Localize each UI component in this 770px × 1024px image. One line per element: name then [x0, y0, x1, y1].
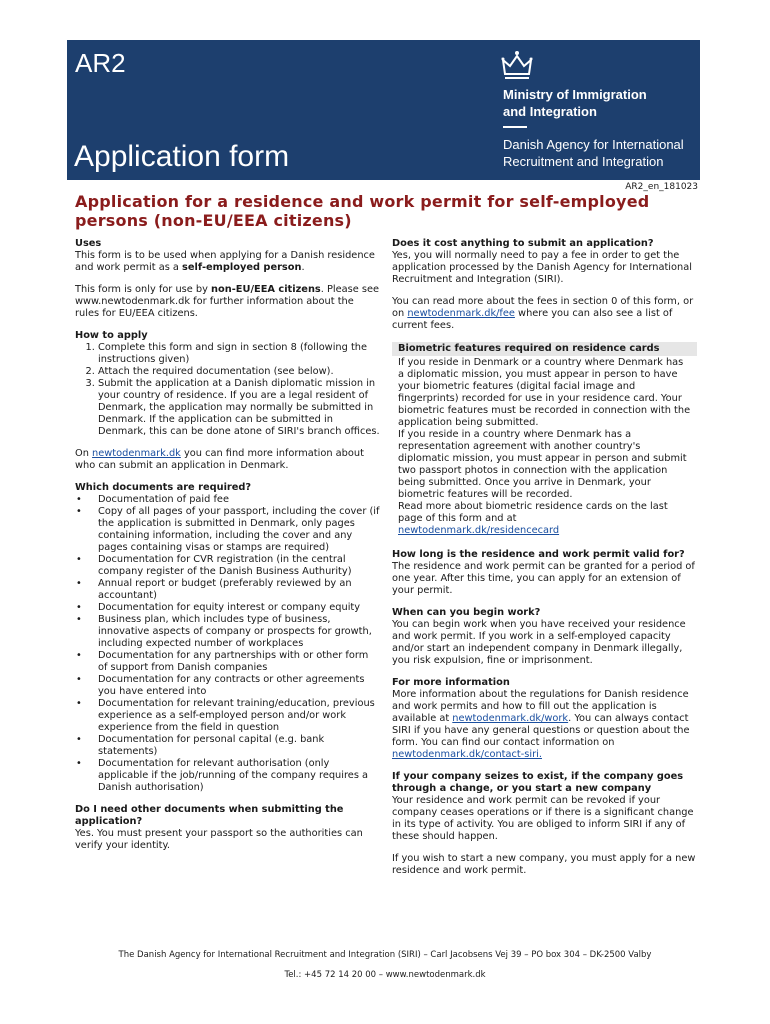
begin-work-heading: When can you begin work? — [392, 607, 541, 618]
right-column — [392, 238, 697, 887]
how-to-apply-heading: How to apply — [75, 330, 148, 341]
list-item: 1. Complete this form and sign in section 8 (following the instructions given) — [98, 342, 380, 366]
crown-logo-icon — [499, 48, 535, 84]
list-item: • Documentation for relevant training/education, previous experience as a self-employed person and/or work experience from the field in question — [98, 698, 380, 734]
company-change-paragraph-2: If you wish to start a new company, you must apply for a new residence and work permit. — [392, 853, 696, 876]
agency-name: Danish Agency for International Recruitment and Integration — [503, 137, 684, 169]
list-item: 2. Attach the required documentation (see below). — [98, 366, 380, 378]
residencecard-link[interactable]: newtodenmark.dk/residencecard — [398, 525, 560, 536]
other-documents-heading: Do I need other documents when submitting the application? — [75, 804, 344, 827]
form-title: Application form — [74, 140, 290, 173]
left-column — [75, 238, 380, 862]
list-item: 3. Submit the application at a Danish diplomatic mission in your country of residence. If you are a legal resident of Denmark, the application may normally be submitted in Denmark. If the application can be submitted in Denmark, this can be done atone of SIRI's branch offices. — [98, 378, 380, 438]
uses-heading: Uses — [75, 238, 102, 249]
more-info-paragraph: More information about the regulations for Danish residence and work permits and how to fill out the application is available at newtodenmark.dk/work. You can always contact SIRI if you have any general questions or question about the form. You can find our contact information on newtodenmark.dk/contact-siri. — [392, 689, 690, 760]
list-item: • Documentation for equity interest or company equity — [98, 602, 380, 614]
list-item: • Documentation for any contracts or other agreements you have entered into — [98, 674, 380, 698]
list-item: • Documentation for CVR registration (in the central company register of the Danish Business Authurity) — [98, 554, 380, 578]
apply-info-paragraph: On newtodenmark.dk you can find more information about who can submit an application in Denmark. — [75, 448, 364, 471]
newtodenmark-link[interactable]: newtodenmark.dk — [92, 448, 181, 459]
validity-heading: How long is the residence and work permit valid for? — [392, 549, 685, 560]
list-item: • Documentation for any partnerships with or other form of support from Danish companies — [98, 650, 380, 674]
cost-paragraph-2: You can read more about the fees in section 0 of this form, or on newtodenmark.dk/fee where you can also see a list of current fees. — [392, 296, 694, 331]
list-item: • Business plan, which includes type of business, innovative aspects of company or prospects for growth, including expected number of workplaces — [98, 614, 380, 650]
company-change-heading: If your company seizes to exist, if the company goes through a change, or you start a new company — [392, 771, 684, 794]
page-heading: Application for a residence and work permit for self-employed persons (non-EU/EEA citizens) — [75, 192, 650, 230]
fee-link[interactable]: newtodenmark.dk/fee — [407, 308, 515, 319]
header-banner — [67, 40, 700, 180]
cost-heading: Does it cost anything to submit an application? — [392, 238, 654, 249]
documents-heading: Which documents are required? — [75, 482, 252, 493]
cost-paragraph-1: Yes, you will normally need to pay a fee in order to get the application processed by the Danish Agency for International Recruitment and Integration (SIRI). — [392, 250, 692, 285]
footer-contact: Tel.: +45 72 14 20 00 – www.newtodenmark.dk — [284, 970, 486, 980]
banner-divider — [503, 126, 527, 128]
work-link[interactable]: newtodenmark.dk/work — [452, 713, 569, 724]
biometric-paragraph-3: Read more about biometric residence cards on the last page of this form and at — [398, 501, 668, 524]
biometric-paragraph-1: If you reside in Denmark or a country where Denmark has a diplomatic mission, you must appear in person to have your biometric features (digital facial image and fingerprints) recorded for use in your residence card. Your biometric features must be recorded in connection with the application being submitted. — [398, 357, 691, 428]
uses-paragraph-1: This form is to be used when applying for a Danish residence and work permit as a self-employed person. — [75, 250, 375, 273]
ministry-name: Ministry of Immigration and Integration — [503, 87, 647, 119]
document-reference: AR2_en_181023 — [625, 182, 698, 192]
list-item: • Documentation for personal capital (e.g. bank statements) — [98, 734, 380, 758]
apply-steps-list — [75, 342, 380, 438]
biometric-heading: Biometric features required on residence cards — [392, 342, 697, 356]
list-item: • Annual report or budget (preferably reviewed by an accountant) — [98, 578, 380, 602]
contact-siri-link[interactable]: newtodenmark.dk/contact-siri. — [392, 749, 542, 760]
more-info-heading: For more information — [392, 677, 510, 688]
list-item: • Documentation of paid fee — [98, 494, 380, 506]
uses-paragraph-2: This form is only for use by non-EU/EEA citizens. Please see www.newtodenmark.dk for further information about the rules for EU/EEA citizens. — [75, 284, 380, 319]
footer-address: The Danish Agency for International Recruitment and Integration (SIRI) – Carl Jacobsens Vej 39 – PO box 304 – DK-2500 Valby — [118, 950, 652, 960]
list-item: • Copy of all pages of your passport, including the cover (if the application is submitted in Denmark, only pages containing information, including the cover and any pages containing visas or stamps are required) — [98, 506, 380, 554]
other-documents-paragraph: Yes. You must present your passport so the authorities can verify your identity. — [75, 828, 363, 851]
company-change-paragraph-1: Your residence and work permit can be revoked if your company ceases operations or if there is a significant change in its type of activity. You are obliged to inform SIRI if any of these should happen. — [392, 795, 694, 842]
begin-work-paragraph: You can begin work when you have received your residence and work permit. If you work in a self-employed capacity and/or start an independent company in Denmark illegally, you risk expulsion, fine or imprisonment. — [392, 619, 686, 666]
biometric-paragraph-2: If you reside in a country where Denmark has a representation agreement with another country's diplomatic mission, you must appear in person and submit two passport photos in connection with the application being submitted. Once you arrive in Denmark, your biometric features will be recorded. — [398, 429, 687, 500]
documents-list — [75, 494, 380, 794]
form-code: AR2 — [75, 48, 126, 78]
biometric-box — [392, 357, 697, 537]
list-item: • Documentation for relevant authorisation (only applicable if the job/running of the company requires a Danish authorisation) — [98, 758, 380, 794]
validity-paragraph: The residence and work permit can be granted for a period of one year. After this time, you can apply for an extension of your permit. — [392, 561, 695, 596]
